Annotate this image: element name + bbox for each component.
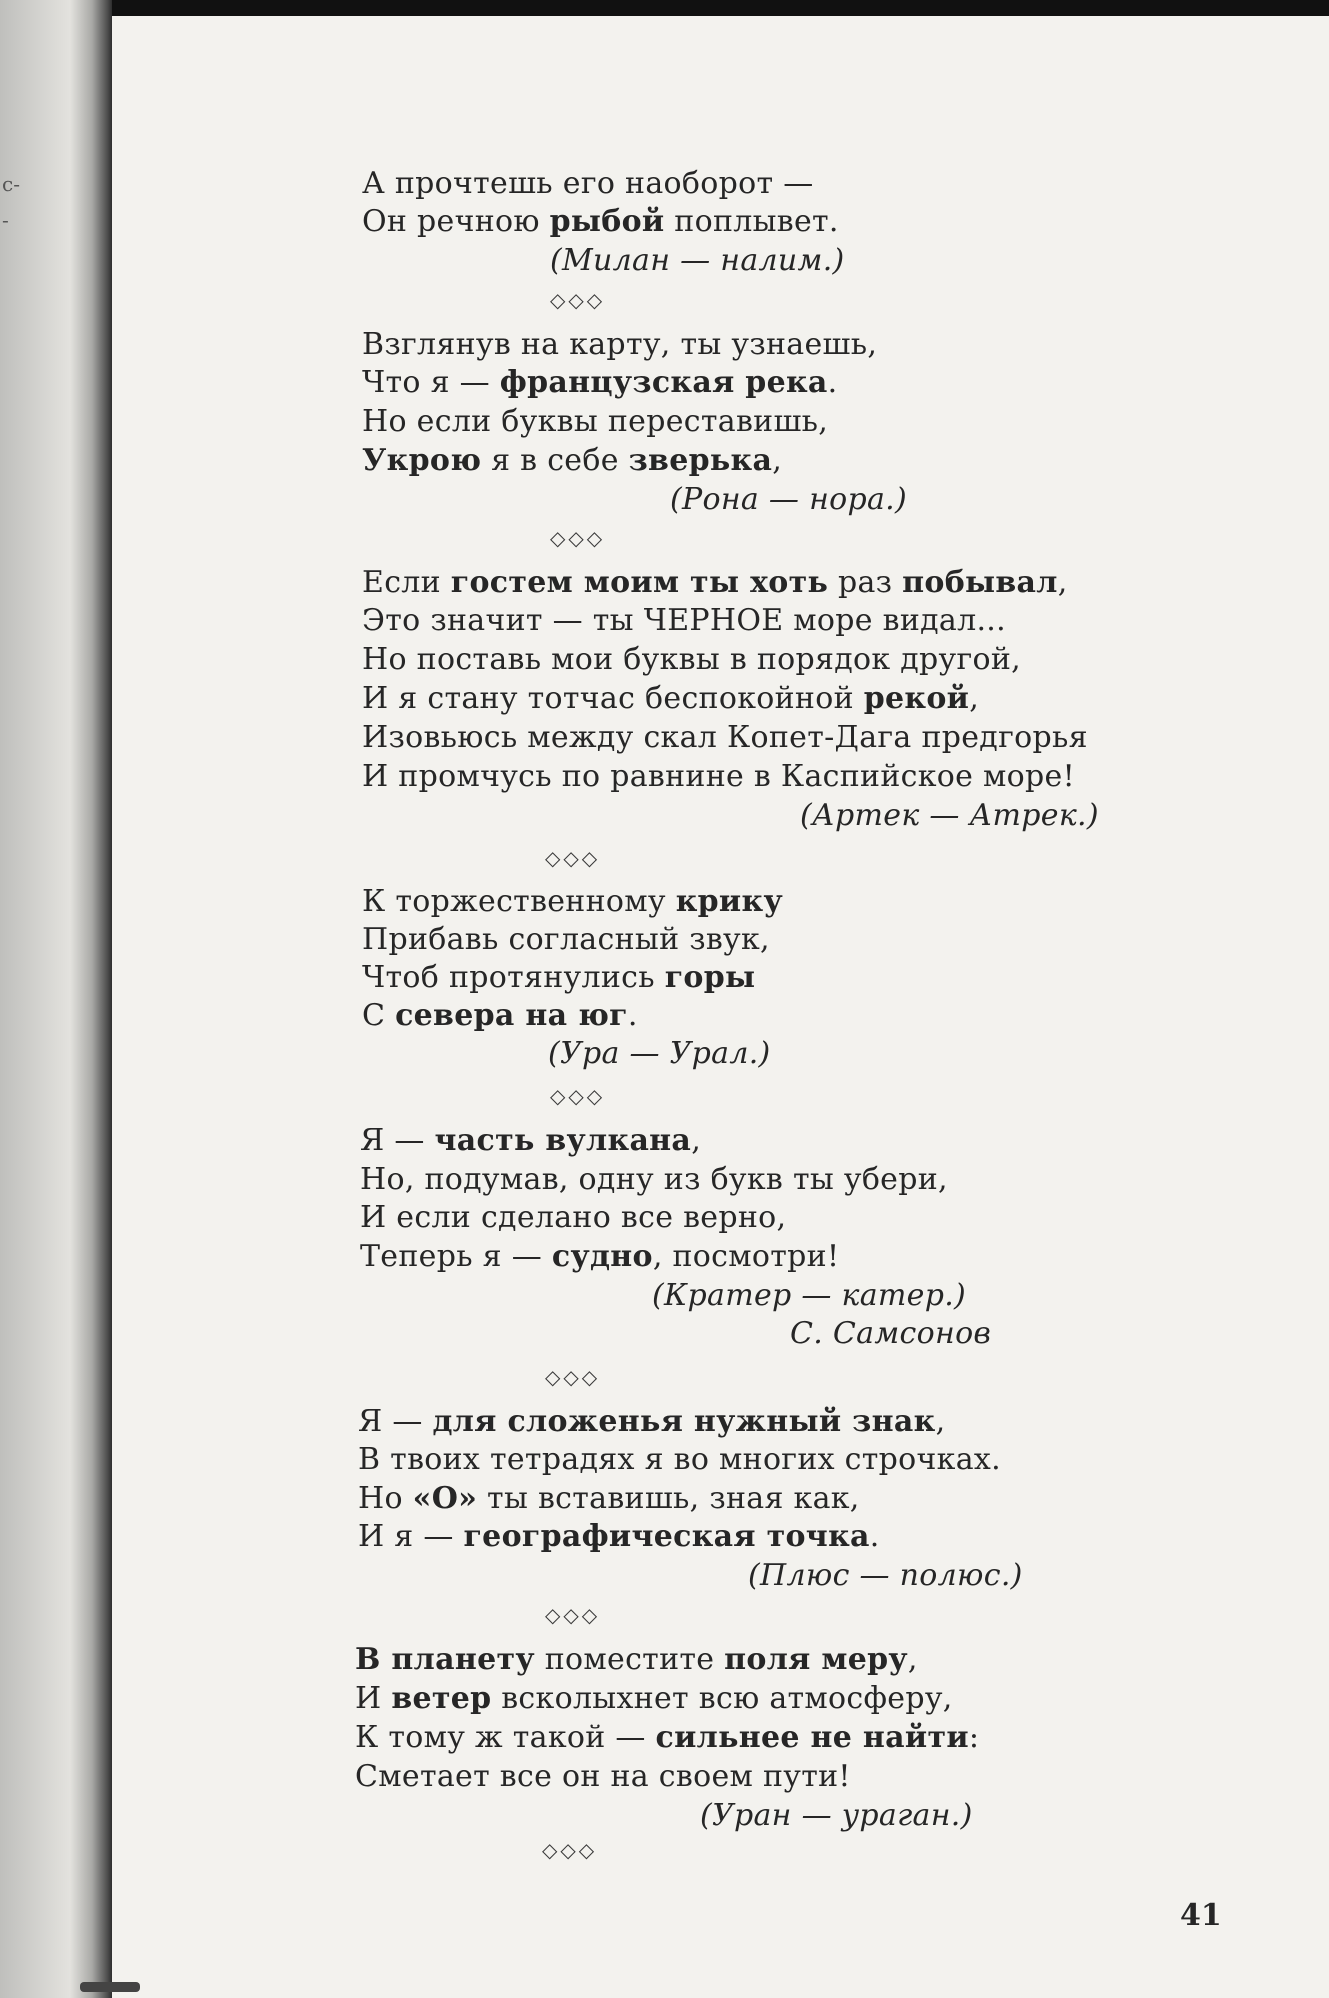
bold-text: сильнее не найти <box>655 1720 969 1755</box>
riddle-answer <box>700 1798 973 1834</box>
bold-text: рыбой <box>549 204 665 239</box>
text-segment: Если <box>362 565 451 600</box>
text-segment: , <box>1057 565 1068 600</box>
text-segment: я в себе <box>481 443 629 478</box>
poem-line <box>362 603 1006 639</box>
bold-text: географическая точка <box>463 1519 870 1554</box>
poem-line <box>362 166 814 202</box>
bold-text: горы <box>664 960 756 995</box>
poem-line <box>360 1162 948 1198</box>
bold-text: севера на юг <box>395 998 628 1033</box>
bold-text: побывал <box>902 565 1058 600</box>
poem-line <box>362 443 782 479</box>
text-segment: ты вставишь, зная как, <box>477 1481 860 1516</box>
separator-diamonds: ◇◇◇ <box>550 288 606 312</box>
bold-text: французская река <box>499 365 828 400</box>
text-segment: Но если буквы переставишь, <box>362 404 829 439</box>
text-segment: . <box>627 998 638 1033</box>
text-segment: Теперь я — <box>360 1239 552 1274</box>
poem-line <box>362 642 1021 678</box>
bold-text: часть вулкана <box>434 1123 692 1158</box>
text-segment: А прочтешь его наоборот — <box>362 166 814 201</box>
poem-line <box>358 1442 1001 1478</box>
text-segment: (Плюс — полюс.) <box>748 1558 1023 1593</box>
text-segment: , <box>691 1123 702 1158</box>
poem-line <box>362 720 1088 756</box>
text-segment: Я — <box>360 1123 435 1158</box>
riddle-answer <box>550 243 845 279</box>
text-segment: раз <box>828 565 903 600</box>
text-segment: поместите <box>534 1642 725 1677</box>
text-segment: Сметает все он на своем пути! <box>355 1759 851 1794</box>
separator-diamonds: ◇◇◇ <box>550 526 606 550</box>
text-segment: Но поставь мои буквы в порядок другой, <box>362 642 1022 677</box>
poem-line <box>362 404 828 440</box>
text-segment: Он речною <box>362 204 550 239</box>
page-number: 41 <box>1180 1898 1222 1933</box>
text-segment: И промчусь по равнине в Каспийское море! <box>362 759 1075 794</box>
poem-line <box>362 565 1068 601</box>
riddle-answer <box>748 1558 1023 1594</box>
bold-text: ветер <box>391 1681 492 1716</box>
text-segment: С <box>362 998 396 1033</box>
poem-line <box>360 1200 786 1236</box>
text-segment: К тому ж такой — <box>355 1720 656 1755</box>
text-segment: Прибавь согласный звук, <box>362 922 770 957</box>
riddle-answer <box>652 1278 966 1314</box>
poem-line <box>362 204 839 240</box>
margin-mark: - <box>2 208 9 232</box>
bold-text: «О» <box>412 1481 478 1516</box>
text-segment: И я — <box>358 1519 464 1554</box>
poem-line <box>358 1481 860 1517</box>
text-segment: С. Самсонов <box>790 1316 992 1351</box>
text-segment: Я — <box>358 1404 433 1439</box>
text-segment: И <box>355 1681 392 1716</box>
bold-text: судно <box>551 1239 653 1274</box>
poem-line <box>362 327 877 363</box>
bold-text: поля меру <box>724 1642 908 1677</box>
poem-line <box>362 681 979 717</box>
text-segment: (Ура — Урал.) <box>548 1036 771 1071</box>
text-segment: . <box>869 1519 880 1554</box>
text-segment: , <box>969 681 980 716</box>
bold-text: В планету <box>355 1642 535 1677</box>
separator-diamonds: ◇◇◇ <box>545 1603 601 1627</box>
text-segment: И если сделано все верно, <box>360 1200 787 1235</box>
margin-mark: с- <box>2 172 20 196</box>
riddle-answer <box>670 482 907 518</box>
text-segment: (Рона — нора.) <box>670 482 908 517</box>
poem-line <box>362 922 770 958</box>
text-segment: . <box>827 365 838 400</box>
text-segment: Что я — <box>362 365 500 400</box>
separator-diamonds: ◇◇◇ <box>550 1084 606 1108</box>
text-segment: (Кратер — катер.) <box>652 1278 967 1313</box>
bold-text: гостем моим ты хоть <box>450 565 829 600</box>
text-segment: Но <box>358 1481 413 1516</box>
text-segment: К торжественному <box>362 884 676 919</box>
bold-text: рекой <box>863 681 970 716</box>
text-segment: Взглянув на карту, ты узнаешь, <box>362 327 878 362</box>
poem-line <box>362 365 838 401</box>
poem-line <box>358 1519 880 1555</box>
text-segment: (Артек — Атрек.) <box>800 798 1099 833</box>
poem-line <box>362 884 783 920</box>
riddle-answer <box>790 1316 991 1352</box>
separator-diamonds: ◇◇◇ <box>542 1838 598 1862</box>
separator-diamonds: ◇◇◇ <box>545 1365 601 1389</box>
text-segment: поплывет. <box>664 204 839 239</box>
bold-text: Укрою <box>362 443 482 478</box>
text-segment: Но, подумав, одну из букв ты убери, <box>360 1162 948 1197</box>
poem-line <box>355 1642 918 1678</box>
poem-line <box>360 1239 839 1275</box>
poem-line <box>362 998 638 1034</box>
bold-text: для сложенья нужный знак <box>432 1404 936 1439</box>
text-segment: , <box>935 1404 946 1439</box>
poem-line <box>358 1404 945 1440</box>
riddle-answer <box>548 1036 771 1072</box>
poem-line <box>355 1759 851 1795</box>
text-segment: : <box>968 1720 980 1755</box>
text-segment: Изовьюсь между скал Копет-Дага предгорья <box>362 720 1088 755</box>
text-segment: , <box>772 443 783 478</box>
bold-text: крику <box>675 884 783 919</box>
riddle-answer <box>800 798 1099 834</box>
text-segment: И я стану тотчас беспокойной <box>362 681 864 716</box>
separator-diamonds: ◇◇◇ <box>545 846 601 870</box>
poem-line <box>360 1123 701 1159</box>
text-segment: (Уран — ураган.) <box>700 1798 973 1833</box>
text-segment: Это значит — ты ЧЕРНОЕ море видал... <box>362 603 1006 638</box>
text-segment: , <box>907 1642 918 1677</box>
poem-line <box>355 1720 979 1756</box>
text-segment: , посмотри! <box>652 1239 840 1274</box>
text-segment: (Милан — налим.) <box>550 243 845 278</box>
poem-line <box>362 960 755 996</box>
text-segment: всколыхнет всю атмосферу, <box>491 1681 953 1716</box>
poem-line <box>362 759 1075 795</box>
text-segment: Чтоб протянулись <box>362 960 665 995</box>
poem-line <box>355 1681 953 1717</box>
bold-text: зверька <box>628 443 773 478</box>
text-segment: В твоих тетрадях я во многих строчках. <box>358 1442 1001 1477</box>
